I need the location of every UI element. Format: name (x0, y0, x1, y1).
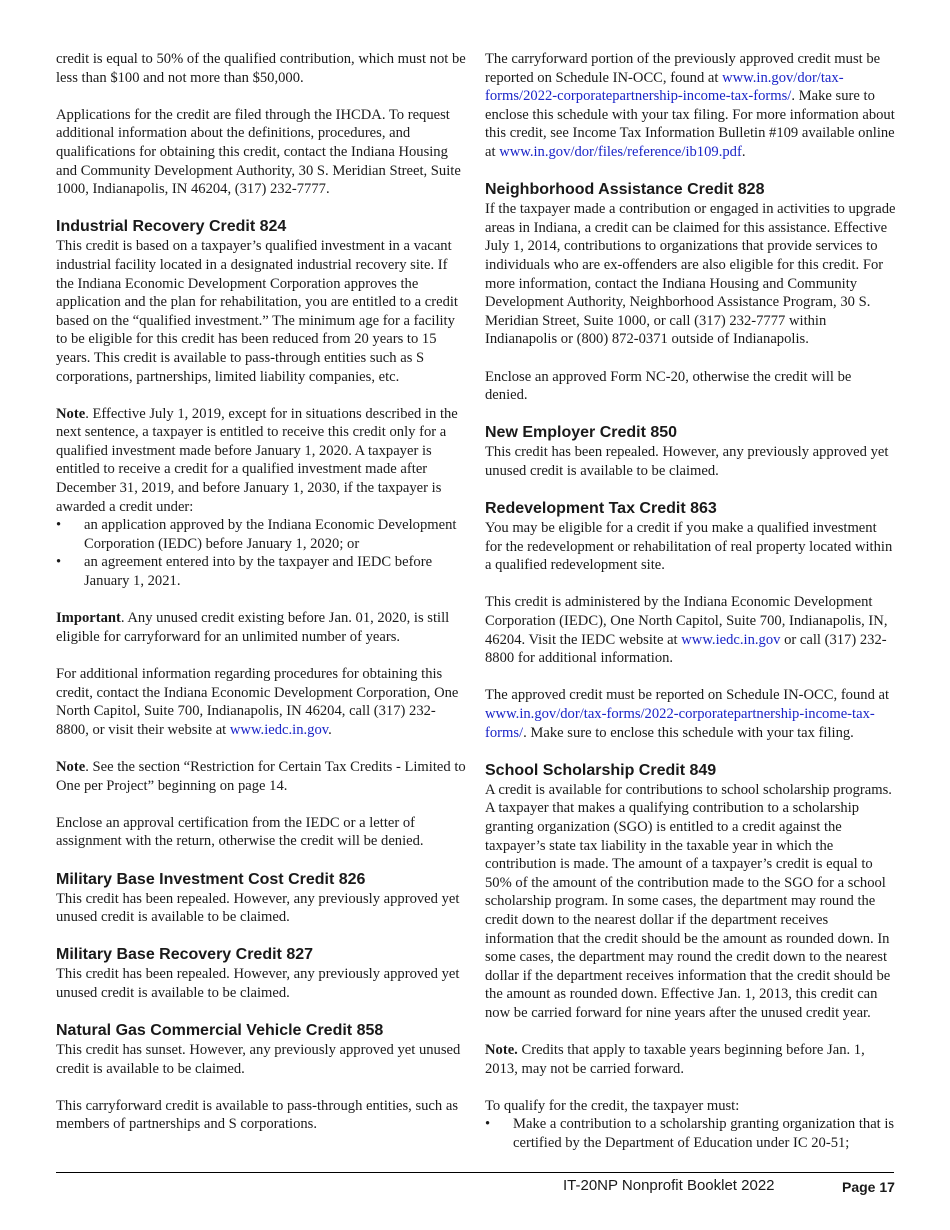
paragraph (56, 665, 466, 739)
section-heading-school-scholarship: School Scholarship Credit 849 (485, 761, 717, 779)
section-heading-military-base-recovery: Military Base Recovery Credit 827 (56, 946, 314, 964)
note-text: Credits that apply to taxable years beginning before Jan. 1, 2013, may not be carried forward. (485, 1042, 865, 1077)
paragraph (485, 593, 897, 667)
ib109-link[interactable]: www.in.gov/dor/files/reference/ib109.pdf (499, 143, 742, 160)
paragraph: Enclose an approved Form NC-20, otherwise the credit will be denied. (485, 368, 852, 404)
paragraph: This credit is based on a taxpayer’s qualified investment in a vacant industrial facility located in a designated industrial recovery site. If the Indiana Economic Development Corporation approves the application and the plan for rehabilitation, you are entitled to a credit based on the “qualified investment.” The minimum age for a facility to be eligible for this credit has been reduced from 20 years to 15 years. This credit is available to pass-through entities such as S corporations, partnerships, limited liability companies, etc. (56, 238, 458, 385)
paragraph: A credit is available for contributions to school scholarship programs. A taxpayer that makes a qualifying contribution to a scholarship granting organization (SGO) is entitled to a credit against the taxpayer’s state tax liability in the taxable year in which the contribution is made. The amount of a taxpayer’s credit is equal to 50% of the amount of the contribution made to the SGO for a school scholarship program. In some cases, the department may round the credit down to the nearest dollar if the department receives information that the credit should be the amount as rounded down. In some cases, the department may round the credit down to the nearest dollar if the department receives information that the credit should be the amount as rounded down. Effective Jan. 1, 2013, this credit can now be carried forward for nine years after the unused credit year. (485, 781, 892, 1021)
text: . (741, 143, 746, 160)
paragraph: This carryforward credit is available to pass-through entities, such as members of partnerships and S corporations. (56, 1097, 459, 1133)
section-heading-military-base-investment: Military Base Investment Cost Credit 826 (56, 870, 366, 888)
bullet-list (485, 1115, 897, 1152)
text: . Make sure to enclose this schedule with your tax filing. (523, 724, 854, 741)
text: . Make sure to enclose this schedule with your tax filing. For more information about this credit, see Income Tax Information Bulletin #109 available online at (485, 88, 895, 160)
text: The carryforward portion of the previously approved credit must be reported on Schedule IN-OCC, found at (485, 51, 881, 86)
list-item: • Make a contribution to a scholarship granting organization that is certified by the Department of Education under IC 20-51; (485, 1115, 897, 1152)
text: The approved credit must be reported on Schedule IN-OCC, found at (485, 687, 890, 704)
paragraph: If the taxpayer made a contribution or engaged in activities to upgrade areas in Indiana, a credit can be claimed for this assistance. Effective July 1, 2014, contributions to organizations that provide services to individuals who are ex-offenders are also eligible for this credit. For more information, contact the Indiana Housing and Community Development Authority, Neighborhood Assistance Program, 30 S. Meridian Street, Suite 1000, or call (317) 232-7777 within Indianapolis or (800) 872-0371 outside of Indianapolis. (485, 201, 896, 348)
info-text: For additional information regarding procedures for obtaining this credit, contact the Indiana Economic Development Corporation, One North Capitol, Suite 700, Indianapolis, IN 46204, call (317) 232-8800, or visit their website at (56, 666, 459, 738)
left-column (56, 50, 466, 1153)
note-label: Note (56, 405, 86, 422)
important-label: Important (56, 610, 121, 627)
paragraph: credit is equal to 50% of the qualified contribution, which must not be less than $100 and not more than $50,000. (56, 51, 466, 86)
footer-divider (56, 1172, 894, 1173)
section-heading-neighborhood-assistance: Neighborhood Assistance Credit 828 (485, 181, 765, 199)
text: This credit is administered by the Indiana Economic Development Corporation (IEDC), One North Capitol, Suite 700, Indianapolis, IN, 46204. Visit the IEDC website at (485, 594, 888, 648)
period: . (328, 721, 332, 738)
important-paragraph (56, 609, 466, 646)
section-heading-industrial-recovery: Industrial Recovery Credit 824 (56, 218, 287, 236)
important-text: . Any unused credit existing before Jan. 01, 2020, is still eligible for carryforward for an unlimited number of years. (56, 610, 450, 645)
iedc-link[interactable]: www.iedc.in.gov (229, 721, 329, 738)
footer-title: IT-20NP Nonprofit Booklet 2022 (563, 1177, 775, 1194)
note-paragraph (485, 1041, 897, 1078)
note-text: . See the section “Restriction for Certain Tax Credits - Limited to One per Project” beginning on page 14. (56, 758, 466, 794)
paragraph: Applications for the credit are filed through the IHCDA. To request additional information about the definitions, procedures, and qualifications for obtaining this credit, contact the Indiana Housing and Community Development Authority, 30 S. Meridian Street, Suite 1000, Indianapolis, IN 46204, (317) 232-7777. (56, 106, 461, 198)
note-label: Note (56, 758, 86, 775)
tax-forms-link[interactable]: www.in.gov/dor/tax-forms/2022-corporatepartnership-income-tax-forms/ (485, 706, 875, 741)
list-item: • an application approved by the Indiana Economic Development Corporation (IEDC) before January 1, 2020; or (56, 516, 466, 553)
tax-forms-link[interactable]: www.in.gov/dor/tax-forms/2022-corporatepartnership-income-tax-forms/ (485, 69, 844, 105)
paragraph: This credit has been repealed. However, any previously approved yet unused credit is available to be claimed. (56, 966, 460, 1001)
section-heading-new-employer: New Employer Credit 850 (485, 424, 678, 442)
note-text: . Effective July 1, 2019, except for in situations described in the next sentence, a taxpayer is entitled to receive this credit only for a qualified investment made before January 1, 2020. A taxpayer is entitled to receive a credit for a qualified investment made after December 31, 2019, and before January 1, 2030, if the taxpayer is awarded a credit under: (56, 405, 458, 515)
paragraph (485, 50, 897, 162)
paragraph (485, 686, 897, 742)
paragraph: This credit has been repealed. However, any previously approved yet unused credit is available to be claimed. (485, 444, 889, 479)
paragraph: This credit has been repealed. However, any previously approved yet unused credit is available to be claimed. (56, 890, 460, 926)
list-item: • an agreement entered into by the taxpayer and IEDC before January 1, 2021. (56, 553, 466, 590)
paragraph: To qualify for the credit, the taxpayer must: (485, 1097, 740, 1114)
section-heading-natural-gas: Natural Gas Commercial Vehicle Credit 858 (56, 1022, 384, 1040)
text: or call (317) 232- 8800 for additional information. (485, 631, 887, 667)
iedc-link[interactable]: www.iedc.in.gov (681, 631, 781, 648)
paragraph: Enclose an approval certification from the IEDC or a letter of assignment with the return, otherwise the credit will be denied. (56, 814, 424, 850)
note-paragraph (56, 405, 466, 517)
section-heading-redevelopment: Redevelopment Tax Credit 863 (485, 500, 717, 518)
page-number: Page 17 (842, 1179, 895, 1195)
bullet-list (56, 516, 466, 590)
note-label: Note. (485, 1042, 518, 1059)
paragraph: You may be eligible for a credit if you make a qualified investment for the redevelopment or rehabilitation of real property located within a qualified redevelopment site. (485, 520, 893, 574)
paragraph: This credit has sunset. However, any previously approved yet unused credit is available to be claimed. (56, 1042, 461, 1077)
right-column (485, 50, 897, 1171)
note-paragraph (56, 758, 466, 795)
